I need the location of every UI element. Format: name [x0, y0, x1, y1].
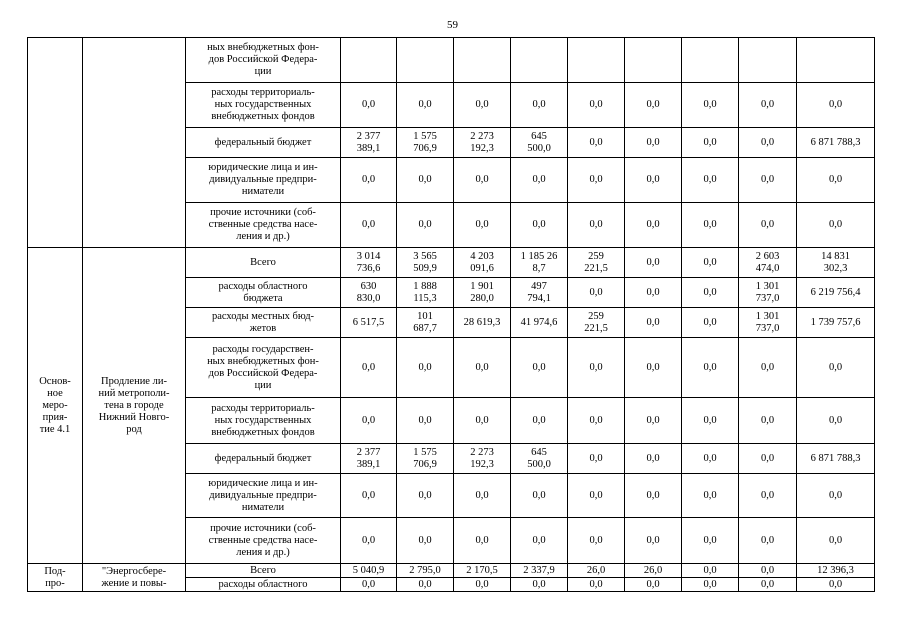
value-cell: 1 301 737,0: [739, 278, 797, 308]
value-cell: 0,0: [511, 474, 568, 518]
value-cell: 0,0: [797, 474, 875, 518]
value-cell: 0,0: [397, 338, 454, 398]
value-cell: [739, 38, 797, 83]
value-cell: 2 377 389,1: [341, 128, 397, 158]
value-cell: 1 888 115,3: [397, 278, 454, 308]
value-cell: 0,0: [341, 518, 397, 564]
value-cell: 0,0: [568, 278, 625, 308]
value-cell: 0,0: [568, 128, 625, 158]
funding-source-cell: Всего: [186, 248, 341, 278]
value-cell: 645 500,0: [511, 444, 568, 474]
value-cell: 0,0: [682, 203, 739, 248]
table-row: [28, 564, 875, 578]
value-cell: 28 619,3: [454, 308, 511, 338]
value-cell: 0,0: [739, 578, 797, 592]
value-cell: 0,0: [739, 158, 797, 203]
value-cell: 0,0: [682, 444, 739, 474]
value-cell: 0,0: [625, 578, 682, 592]
value-cell: 2 603 474,0: [739, 248, 797, 278]
value-cell: 0,0: [568, 398, 625, 444]
value-cell: 0,0: [682, 338, 739, 398]
value-cell: 0,0: [625, 158, 682, 203]
value-cell: 1 185 26 8,7: [511, 248, 568, 278]
value-cell: 0,0: [739, 518, 797, 564]
value-cell: 0,0: [625, 474, 682, 518]
value-cell: 0,0: [625, 83, 682, 128]
value-cell: 0,0: [797, 398, 875, 444]
item-name-cell: "Энергосбере- жение и повы-: [83, 564, 186, 592]
value-cell: [568, 38, 625, 83]
value-cell: 6 517,5: [341, 308, 397, 338]
value-cell: 0,0: [682, 518, 739, 564]
value-cell: 1 575 706,9: [397, 444, 454, 474]
funding-source-cell: юридические лица и ин- дивидуальные предпри- ниматели: [186, 158, 341, 203]
value-cell: 3 565 509,9: [397, 248, 454, 278]
value-cell: 2 170,5: [454, 564, 511, 578]
value-cell: 6 219 756,4: [797, 278, 875, 308]
funding-source-cell: расходы областного бюджета: [186, 278, 341, 308]
value-cell: 0,0: [568, 518, 625, 564]
value-cell: 630 830,0: [341, 278, 397, 308]
value-cell: 0,0: [739, 128, 797, 158]
value-cell: 0,0: [341, 83, 397, 128]
value-cell: 2 273 192,3: [454, 128, 511, 158]
value-cell: 6 871 788,3: [797, 444, 875, 474]
value-cell: 1 901 280,0: [454, 278, 511, 308]
value-cell: 0,0: [739, 398, 797, 444]
value-cell: 101 687,7: [397, 308, 454, 338]
funding-source-cell: федеральный бюджет: [186, 128, 341, 158]
value-cell: 0,0: [397, 158, 454, 203]
value-cell: 0,0: [397, 578, 454, 592]
value-cell: 0,0: [511, 398, 568, 444]
value-cell: 1 301 737,0: [739, 308, 797, 338]
value-cell: 4 203 091,6: [454, 248, 511, 278]
value-cell: 0,0: [454, 518, 511, 564]
page-number: 59: [447, 19, 458, 31]
funding-source-cell: прочие источники (соб- ственные средства насе- ления и др.): [186, 518, 341, 564]
value-cell: 0,0: [625, 398, 682, 444]
value-cell: 0,0: [797, 578, 875, 592]
value-cell: 0,0: [739, 338, 797, 398]
value-cell: 0,0: [341, 578, 397, 592]
value-cell: 497 794,1: [511, 278, 568, 308]
item-number-cell: Под- про-: [28, 564, 83, 592]
funding-source-cell: расходы территориаль- ных государственных внебюджетных фондов: [186, 83, 341, 128]
funding-source-cell: расходы государствен- ных внебюджетных фон- дов Российской Федера- ции: [186, 338, 341, 398]
value-cell: 0,0: [341, 158, 397, 203]
value-cell: 0,0: [625, 308, 682, 338]
value-cell: 0,0: [739, 564, 797, 578]
value-cell: 2 273 192,3: [454, 444, 511, 474]
value-cell: 0,0: [454, 578, 511, 592]
value-cell: 0,0: [568, 578, 625, 592]
value-cell: 6 871 788,3: [797, 128, 875, 158]
value-cell: 2 337,9: [511, 564, 568, 578]
value-cell: 0,0: [682, 128, 739, 158]
value-cell: [511, 38, 568, 83]
funding-source-cell: расходы областного: [186, 578, 341, 592]
value-cell: 0,0: [625, 278, 682, 308]
value-cell: 0,0: [568, 444, 625, 474]
value-cell: 12 396,3: [797, 564, 875, 578]
value-cell: [797, 38, 875, 83]
value-cell: 0,0: [454, 83, 511, 128]
table-row: [28, 38, 875, 83]
value-cell: 0,0: [341, 338, 397, 398]
table-body: [28, 38, 875, 592]
value-cell: 0,0: [511, 83, 568, 128]
funding-source-cell: расходы территориаль- ных государственных внебюджетных фондов: [186, 398, 341, 444]
item-number-cell: [28, 38, 83, 248]
value-cell: 0,0: [397, 398, 454, 444]
value-cell: 41 974,6: [511, 308, 568, 338]
budget-table: [27, 37, 875, 592]
value-cell: 0,0: [341, 398, 397, 444]
value-cell: 0,0: [625, 128, 682, 158]
value-cell: 0,0: [739, 444, 797, 474]
value-cell: [625, 38, 682, 83]
value-cell: 5 040,9: [341, 564, 397, 578]
value-cell: 0,0: [511, 518, 568, 564]
funding-source-cell: федеральный бюджет: [186, 444, 341, 474]
value-cell: 0,0: [454, 158, 511, 203]
value-cell: 0,0: [625, 203, 682, 248]
value-cell: 0,0: [568, 338, 625, 398]
value-cell: 0,0: [454, 203, 511, 248]
value-cell: 1 739 757,6: [797, 308, 875, 338]
value-cell: 0,0: [454, 474, 511, 518]
value-cell: [682, 38, 739, 83]
value-cell: 259 221,5: [568, 308, 625, 338]
value-cell: 26,0: [625, 564, 682, 578]
value-cell: 26,0: [568, 564, 625, 578]
value-cell: 0,0: [797, 338, 875, 398]
item-name-cell: [83, 38, 186, 248]
value-cell: 259 221,5: [568, 248, 625, 278]
item-number-cell: Основ- ное меро- прия- тие 4.1: [28, 248, 83, 564]
value-cell: 0,0: [797, 518, 875, 564]
value-cell: 1 575 706,9: [397, 128, 454, 158]
value-cell: 0,0: [682, 278, 739, 308]
value-cell: 0,0: [397, 83, 454, 128]
value-cell: 2 795,0: [397, 564, 454, 578]
value-cell: 0,0: [682, 578, 739, 592]
value-cell: 0,0: [682, 564, 739, 578]
funding-source-cell: прочие источники (соб- ственные средства насе- ления и др.): [186, 203, 341, 248]
value-cell: 0,0: [568, 83, 625, 128]
value-cell: 0,0: [739, 83, 797, 128]
value-cell: 3 014 736,6: [341, 248, 397, 278]
value-cell: 14 831 302,3: [797, 248, 875, 278]
value-cell: [454, 38, 511, 83]
value-cell: 0,0: [682, 83, 739, 128]
value-cell: 0,0: [682, 158, 739, 203]
value-cell: 0,0: [511, 203, 568, 248]
value-cell: 2 377 389,1: [341, 444, 397, 474]
value-cell: 0,0: [397, 518, 454, 564]
value-cell: 645 500,0: [511, 128, 568, 158]
value-cell: [397, 38, 454, 83]
value-cell: 0,0: [739, 474, 797, 518]
value-cell: 0,0: [511, 158, 568, 203]
value-cell: 0,0: [454, 338, 511, 398]
value-cell: 0,0: [568, 158, 625, 203]
value-cell: 0,0: [682, 248, 739, 278]
funding-source-cell: расходы местных бюд- жетов: [186, 308, 341, 338]
funding-source-cell: ных внебюджетных фон- дов Российской Федера- ции: [186, 38, 341, 83]
value-cell: 0,0: [568, 474, 625, 518]
item-name-cell: Продление ли- ний метрополи- тена в городе Нижний Новго- род: [83, 248, 186, 564]
value-cell: 0,0: [397, 474, 454, 518]
value-cell: 0,0: [341, 474, 397, 518]
value-cell: 0,0: [625, 518, 682, 564]
funding-source-cell: юридические лица и ин- дивидуальные предпри- ниматели: [186, 474, 341, 518]
value-cell: 0,0: [625, 444, 682, 474]
value-cell: 0,0: [682, 308, 739, 338]
value-cell: 0,0: [511, 578, 568, 592]
value-cell: 0,0: [397, 203, 454, 248]
value-cell: 0,0: [682, 474, 739, 518]
value-cell: 0,0: [454, 398, 511, 444]
value-cell: 0,0: [625, 248, 682, 278]
value-cell: 0,0: [797, 203, 875, 248]
value-cell: 0,0: [739, 203, 797, 248]
value-cell: 0,0: [797, 83, 875, 128]
value-cell: 0,0: [568, 203, 625, 248]
value-cell: 0,0: [341, 203, 397, 248]
funding-source-cell: Всего: [186, 564, 341, 578]
value-cell: 0,0: [625, 338, 682, 398]
value-cell: [341, 38, 397, 83]
table-row: [28, 248, 875, 278]
value-cell: 0,0: [682, 398, 739, 444]
value-cell: 0,0: [511, 338, 568, 398]
value-cell: 0,0: [797, 158, 875, 203]
